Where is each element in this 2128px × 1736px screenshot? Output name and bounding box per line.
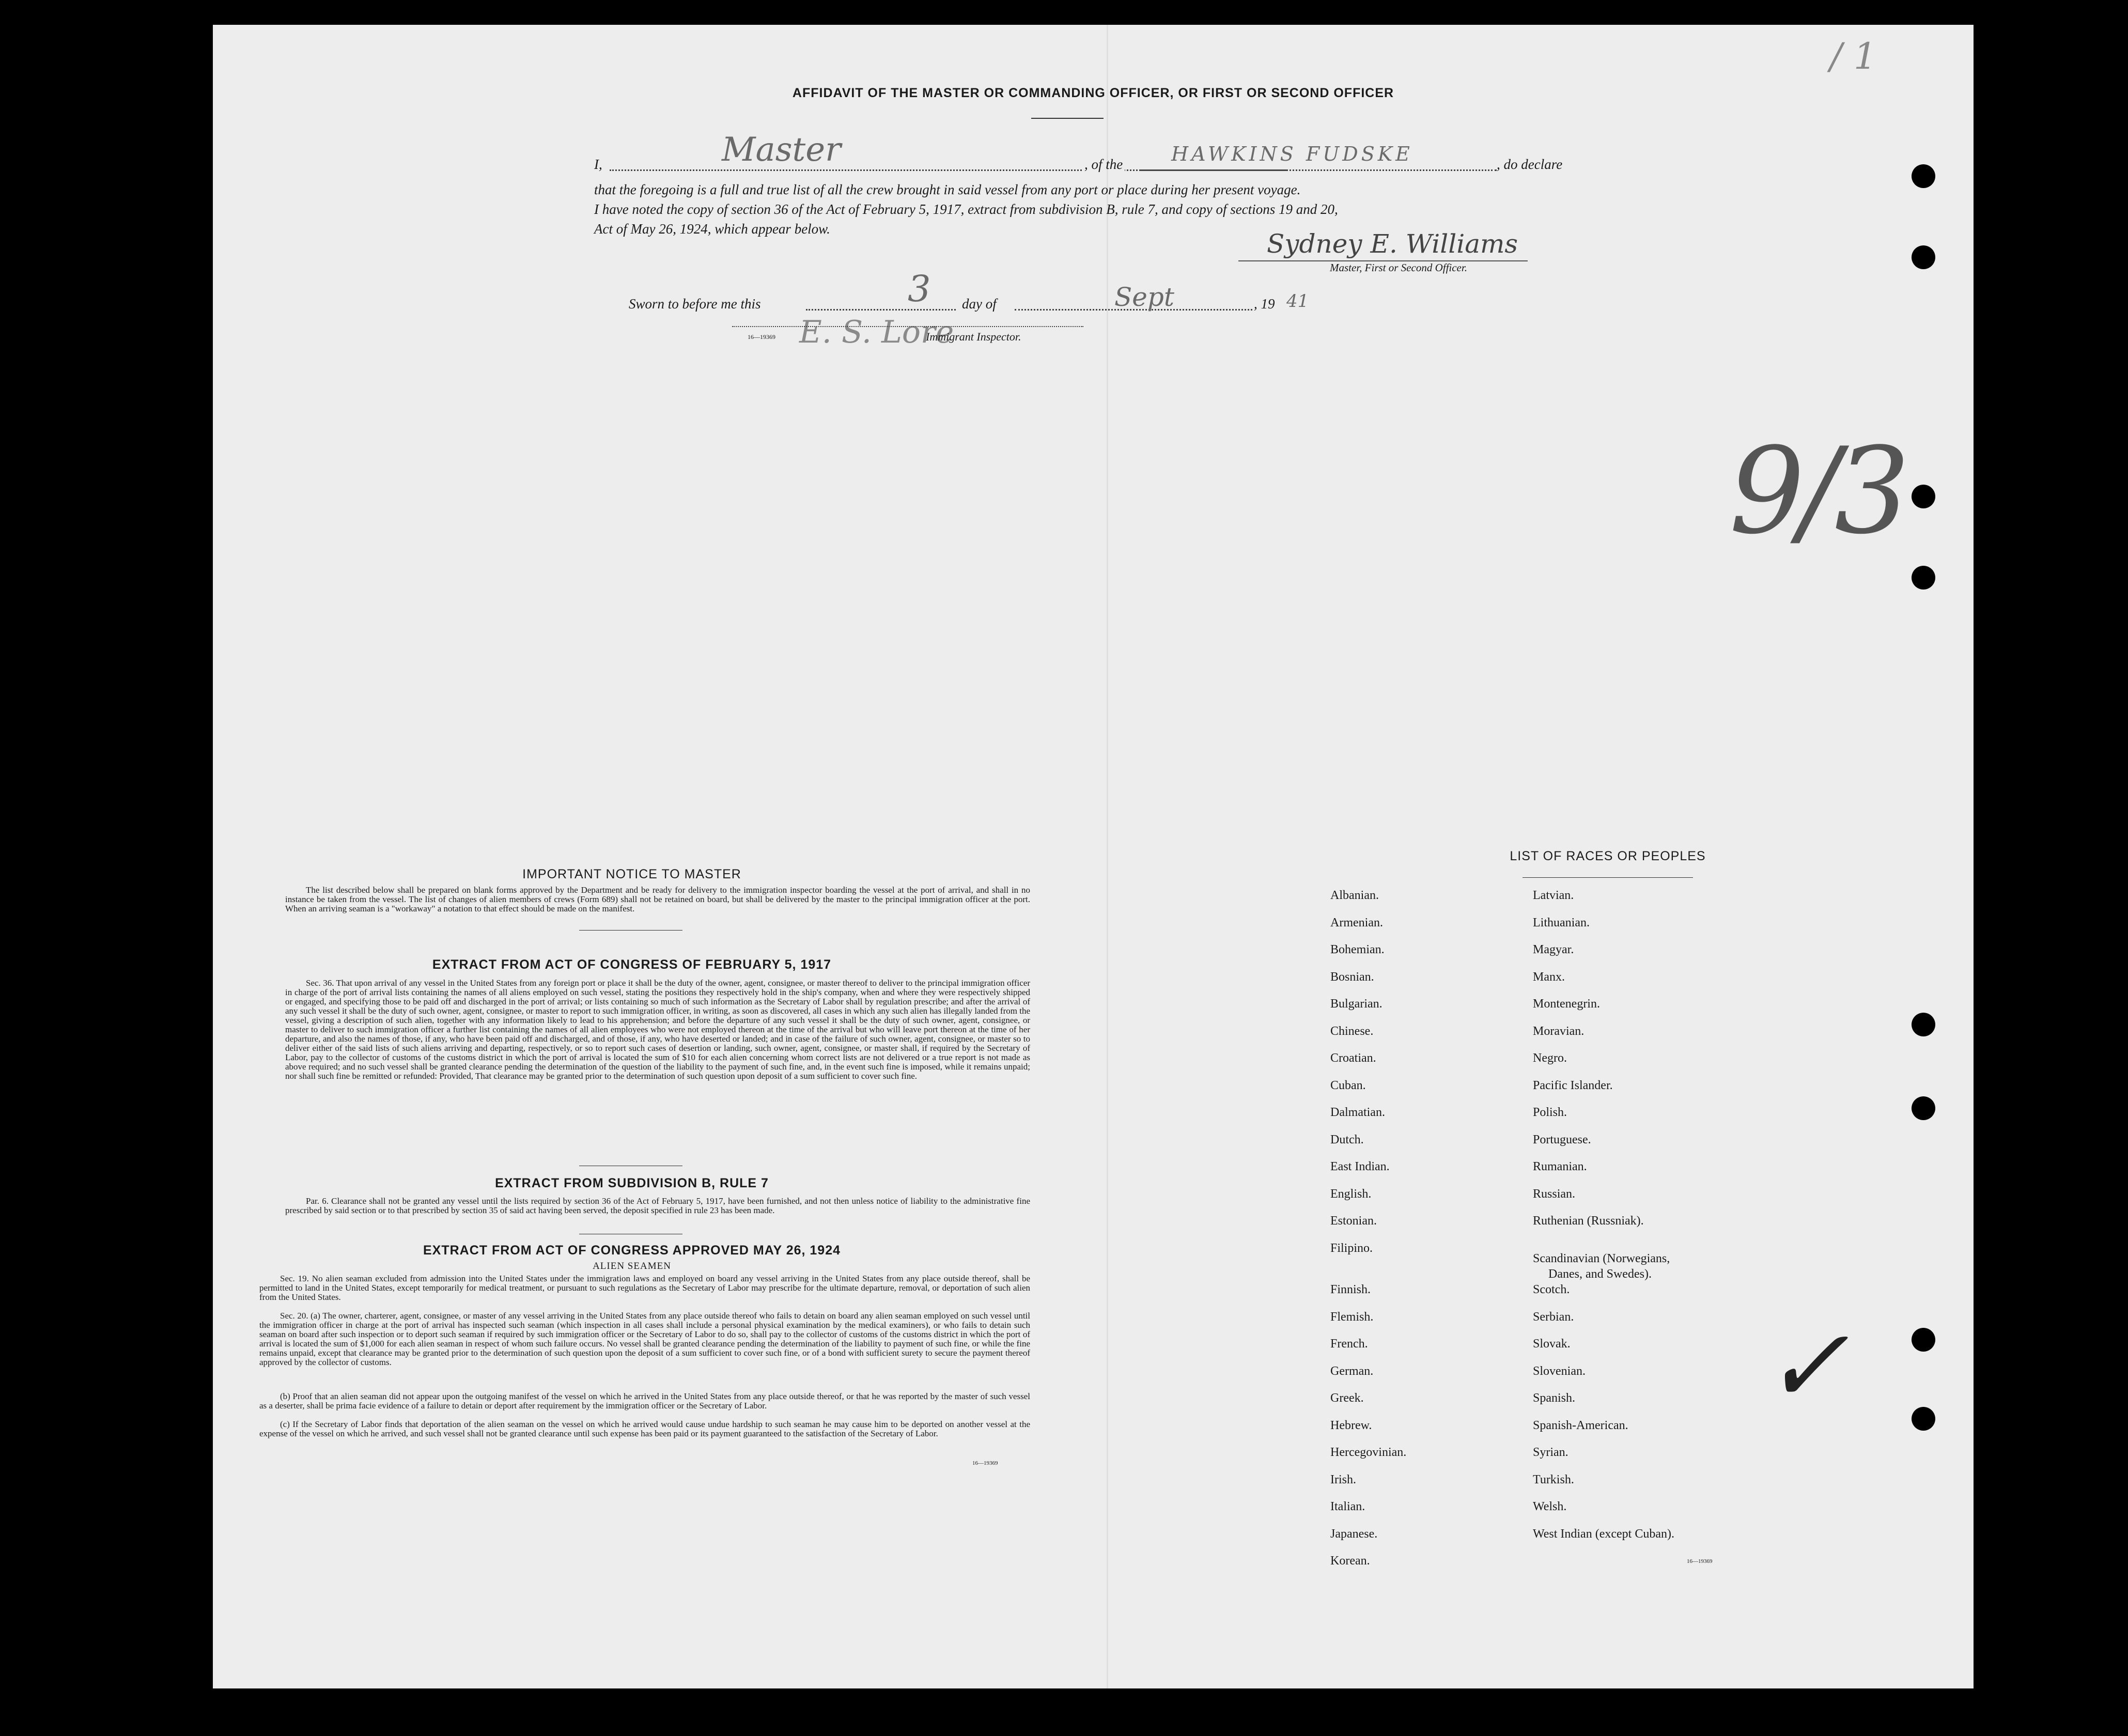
day-blank	[806, 309, 956, 311]
inspector-signature: E. S. Lore	[799, 314, 954, 350]
binder-hole-7	[1912, 1328, 1935, 1352]
race-left-item: Bulgarian.	[1330, 997, 1383, 1011]
notice-body: The list described below shall be prepared on blank forms approved by the Department and be ready for delivery to the immigration inspector boarding the vessel at the port of arrival, and shall in no instance be taken from the vessel. The list of changes of alien members of crews (Form 689) shall not be retained on board, but shall be delivered by the master to the principal immigration officer at the port. When an arriving seaman is a "workaway" a notation to that effect should be made on the manifest.	[285, 885, 1030, 913]
affidavit-do-declare: , do declare	[1497, 157, 1563, 172]
race-left-item: German.	[1330, 1364, 1374, 1378]
document-page	[213, 25, 1974, 1688]
affidavit-of-the: , of the	[1082, 157, 1125, 173]
race-right-item: Scotch.	[1533, 1283, 1570, 1296]
extract-1924-sec20b: (b) Proof that an alien seaman did not appear upon the outgoing manifest of the vessel on which he arrived in the United States from any place outside thereof, or that he was reported by the master of such vessel as a deserter, shall be prima facie evidence of a failure to detain or deport after requirement by the immigration officer or the Secretary of Labor.	[259, 1391, 1030, 1411]
binder-hole-4	[1912, 566, 1935, 590]
vessel-blank	[1140, 169, 1497, 171]
day-handwriting: 3	[908, 268, 931, 310]
race-left-item: Croatian.	[1330, 1051, 1376, 1065]
race-left-item: Irish.	[1330, 1473, 1356, 1486]
notice-title: IMPORTANT NOTICE TO MASTER	[522, 867, 741, 881]
race-right-item: Polish.	[1533, 1106, 1567, 1119]
race-right-item: Lithuanian.	[1533, 916, 1590, 929]
binder-hole-1	[1912, 164, 1935, 188]
race-left-item: Albanian.	[1330, 889, 1379, 902]
race-right-item: Manx.	[1533, 970, 1565, 984]
races-form-number: 16—19369	[1687, 1558, 1713, 1564]
race-left-item: English.	[1330, 1187, 1372, 1201]
race-left-item: Flemish.	[1330, 1310, 1374, 1324]
month-handwriting: Sept	[1114, 282, 1174, 312]
race-left-item: Greek.	[1330, 1391, 1364, 1405]
race-right-item: Danes, and Swedes).	[1548, 1267, 1652, 1281]
race-right-item: Slovenian.	[1533, 1364, 1586, 1378]
race-right-item: West Indian (except Cuban).	[1533, 1527, 1674, 1541]
race-right-item: Rumanian.	[1533, 1160, 1587, 1173]
race-right-item: Syrian.	[1533, 1446, 1568, 1459]
day-of-text: day of	[962, 296, 997, 312]
race-left-item: Bohemian.	[1330, 943, 1385, 956]
race-left-item: Dalmatian.	[1330, 1106, 1385, 1119]
binder-hole-3	[1912, 485, 1935, 508]
race-left-item: Cuban.	[1330, 1078, 1366, 1092]
affidavit-line-2: that the foregoing is a full and true list of all the crew brought in said vessel from any port or place during her present voyage.	[594, 182, 1301, 197]
race-left-item: Finnish.	[1330, 1283, 1371, 1296]
binder-hole-6	[1912, 1096, 1935, 1120]
extract-1924-title: EXTRACT FROM ACT OF CONGRESS APPROVED MAY 26, 1924	[423, 1243, 841, 1258]
notice-rule-1	[579, 930, 682, 931]
race-left-item: Italian.	[1330, 1500, 1365, 1513]
vessel-name-handwriting: HAWKINS FUDSKE	[1171, 143, 1413, 165]
extract-rule7-title: EXTRACT FROM SUBDIVISION B, RULE 7	[495, 1176, 769, 1190]
extract-1917-body: Sec. 36. That upon arrival of any vessel in the United States from any foreign port or place it shall be the duty of the owner, agent, consignee, or master thereof to deliver to the principal immigration officer in charge of the port of arrival lists containing the names of all aliens employed on such vessel, stating the positions they respectively hold in the ship's company, when and where they were respectively shipped or engaged, and specifying those to be paid off and discharged in the port of arrival; or lists containing so much of such information as the Secretary of Labor shall by regulation prescribe; and after the arrival of any such vessel it shall be the duty of such owner, agent, consignee, or master to report to such immigration officer, in writing, as soon as discovered, all cases in which any such alien has illegally landed from the vessel, giving a description of such alien, together with any information likely to lead to his apprehension; and before the departure of any such vessel it shall be the duty of such owner, agent, consignee, or master to deliver to such immigration officer a further list containing the names of all alien employees who were not employed thereon at the time of the arrival but who will leave port thereon at the time of her departure, and also the names of those, if any, who have been paid off and discharged, and of those, if any, who have deserted or landed; and in case of the failure of such owner, agent, consignee, or master so to deliver either of the said lists of such aliens arriving and departing, respectively, or so to report such cases of desertion or landing, such owner, agent, consignee, or master shall, if required by the Secretary of Labor, pay to the collector of customs of the customs district in which the port of arrival is located the sum of $10 for each alien concerning whom correct lists are not delivered or a true report is not made as above required; and no such vessel shall be granted clearance pending the determination of the question of the liability to the payment of such fine, and, in the event such fine is imposed, while it remains unpaid; nor shall such fine be remitted or refunded: Provided, That clearance may be granted prior to the determination of such question upon deposit of a sum sufficient to cover such fine.	[285, 978, 1030, 1081]
race-right-item: Moravian.	[1533, 1024, 1585, 1038]
binder-hole-2	[1912, 245, 1935, 269]
inspector-line	[732, 326, 1083, 327]
race-left-item: Armenian.	[1330, 916, 1383, 929]
inspector-caption: Immigrant Inspector.	[926, 330, 1021, 343]
notice-form-number: 16—19369	[972, 1460, 998, 1466]
extract-1924-sec20a: Sec. 20. (a) The owner, charterer, agent, consignee, or master of any vessel arriving in the United States from any place outside thereof who fails to detain on board any alien seaman employed on such vessel until the immigration officer in charge at the port of arrival has inspected such seaman (which inspection in all cases shall include a personal physical examination by the medical examiners), or who fails to detain such seaman on board after such inspection or to deport such seaman if required by such immigration officer or the Secretary of Labor to do so, shall pay to the collector of customs of the customs district in which the port of arrival is located the sum of $1,000 for each alien seaman in respect of whom such failure occurs. No vessel shall be granted clearance pending the determination of the liability to payment of such fine, or while the fine remains unpaid, except that clearance may be granted prior to the determination of such question upon the deposit of a sum sufficient to cover such fine, or of a bond with sufficient surety to secure the payment thereof approved by the collector of customs.	[259, 1311, 1030, 1367]
race-left-item: Hebrew.	[1330, 1418, 1372, 1432]
race-right-item: Welsh.	[1533, 1500, 1567, 1513]
race-left-item: Filipino.	[1330, 1241, 1373, 1255]
binder-hole-8	[1912, 1407, 1935, 1431]
affidavit-form-number: 16—19369	[748, 333, 775, 340]
extract-1924-subtitle: ALIEN SEAMEN	[593, 1261, 671, 1272]
extract-1924-sec19: Sec. 19. No alien seaman excluded from admission into the United States under the immigration laws and employed on board any vessel arriving in the United States from any place outside thereof, shall be permitted to land in the United States, except temporarily for medical treatment, or pursuant to such regulations as the Secretary of Labor may prescribe for the ultimate departure, removal, or deportation of such alien from the United States.	[259, 1274, 1030, 1302]
race-right-item: Pacific Islander.	[1533, 1078, 1613, 1092]
binder-hole-5	[1912, 1013, 1935, 1036]
year-handwriting: 41	[1286, 291, 1309, 312]
master-signature: Sydney E. Williams	[1267, 229, 1518, 259]
race-right-item: Ruthenian (Russniak).	[1533, 1214, 1644, 1228]
signature-caption: Master, First or Second Officer.	[1330, 261, 1467, 274]
affidavit-i: I,	[594, 157, 602, 172]
race-right-item: Portuguese.	[1533, 1133, 1591, 1146]
race-left-item: Hercegovinian.	[1330, 1446, 1407, 1459]
race-right-item: Russian.	[1533, 1187, 1576, 1201]
race-left-item: Chinese.	[1330, 1024, 1374, 1038]
affidavit-line-3: I have noted the copy of section 36 of the Act of February 5, 1917, extract from subdivision B, rule 7, and copy of sections 19 and 20,	[594, 202, 1338, 217]
race-left-item: Bosnian.	[1330, 970, 1374, 984]
race-right-item: Latvian.	[1533, 889, 1574, 902]
race-right-item: Spanish-American.	[1533, 1418, 1628, 1432]
extract-rule7-body: Par. 6. Clearance shall not be granted any vessel until the lists required by section 36 of the Act of February 5, 1917, have been furnished, and not then unless notice of liability to the administrative fine prescribed by said section or to that prescribed by section 35 of said act having been served, the deposit specified in rule 23 has been made.	[285, 1196, 1030, 1215]
race-right-item: Turkish.	[1533, 1473, 1574, 1486]
race-right-item: Slovak.	[1533, 1337, 1571, 1351]
race-right-item: Spanish.	[1533, 1391, 1576, 1405]
race-left-item: East Indian.	[1330, 1160, 1390, 1173]
race-right-item: Magyar.	[1533, 943, 1574, 956]
extract-1917-title: EXTRACT FROM ACT OF CONGRESS OF FEBRUARY 5, 1917	[432, 957, 832, 972]
race-left-item: Dutch.	[1330, 1133, 1364, 1146]
race-left-item: Japanese.	[1330, 1527, 1378, 1541]
race-right-item: Serbian.	[1533, 1310, 1574, 1324]
race-right-item: Montenegrin.	[1533, 997, 1600, 1011]
race-left-item: Korean.	[1330, 1554, 1370, 1568]
sworn-text: Sworn to before me this	[629, 296, 761, 312]
master-handwriting: Master	[722, 131, 841, 169]
race-right-item: Negro.	[1533, 1051, 1567, 1065]
affidavit-line-4: Act of May 26, 1924, which appear below.	[594, 221, 830, 237]
race-right-item: Scandinavian (Norwegians,	[1533, 1251, 1670, 1265]
corner-marks: / 1	[1830, 35, 1877, 78]
check-mark-handwriting: ✓	[1763, 1306, 1850, 1427]
affidavit-title-rule	[1031, 118, 1104, 119]
races-title-rule	[1523, 877, 1693, 878]
affidavit-title: AFFIDAVIT OF THE MASTER OR COMMANDING OFFICER, OR FIRST OR SECOND OFFICER	[792, 86, 1394, 100]
year-prefix: , 19	[1254, 296, 1275, 312]
races-title: LIST OF RACES OR PEOPLES	[1510, 849, 1706, 863]
extract-1924-sec20c: (c) If the Secretary of Labor finds that deportation of the alien seaman on the vessel on which he arrived would cause undue hardship to such seaman he may cause him to be deported on another vessel at the expense of the vessel on which he arrived, and such vessel shall not be granted clearance until such expense has been paid or its payment guaranteed to the satisfaction of the Secretary of Labor.	[259, 1419, 1030, 1438]
race-left-item: French.	[1330, 1337, 1368, 1351]
race-left-item: Estonian.	[1330, 1214, 1377, 1228]
date-mark-handwriting: 9/3	[1729, 423, 1905, 561]
